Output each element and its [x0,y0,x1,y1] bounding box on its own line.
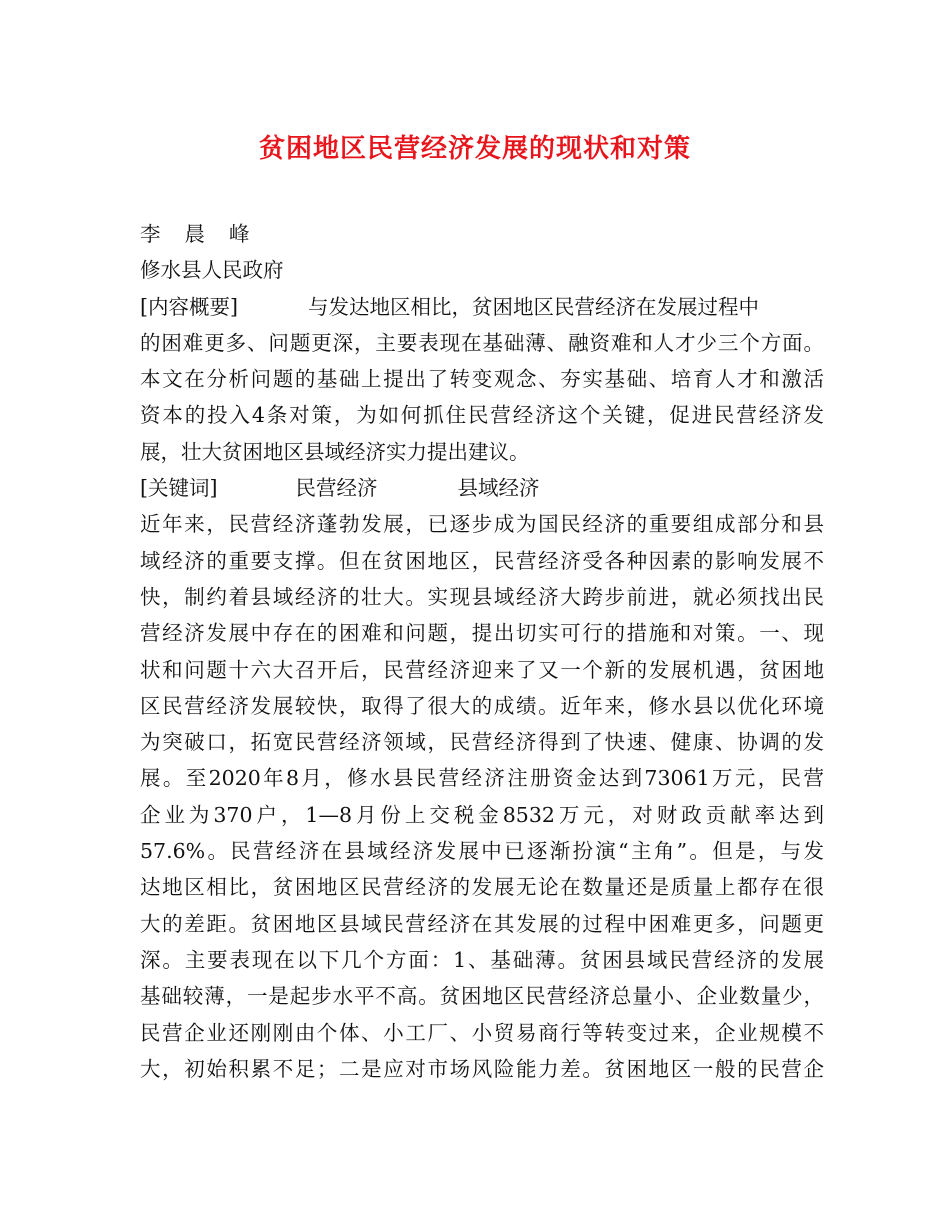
abstract-line: 本文在分析问题的基础上提出了转变观念、夯实基础、培育人才和激活 [140,367,824,392]
body-line: 深。主要表现在以下几个方面：1、基础薄。贫困县域民营经济的发展 [140,947,824,972]
body-line: 达地区相比，贫困地区民营经济的发展无论在数量还是质量上都存在很 [140,875,824,900]
body-line: 展。至2020年8月，修水县民营经济注册资金达到73061万元，民营 [140,766,824,791]
keywords-label: [关键词] [140,476,218,501]
keywords-line [140,470,824,506]
body-line: 状和问题十六大召开后，民营经济迎来了又一个新的发展机遇，贫困地 [140,657,824,682]
abstract-line: 展，壮大贫困地区县域经济实力提出建议。 [140,439,530,464]
body-line: 区民营经济发展较快，取得了很大的成绩。近年来，修水县以优化环境 [140,693,824,718]
body-line: 营经济发展中存在的困难和问题，提出切实可行的措施和对策。一、现 [140,621,824,646]
document-body [140,216,824,1087]
body-line: 域经济的重要支撑。但在贫困地区，民营经济受各种因素的影响发展不 [140,548,824,573]
abstract-line: 的困难更多、问题更深，主要表现在基础薄、融资难和人才少三个方面。 [140,330,824,355]
body-line: 近年来，民营经济蓬勃发展，已逐步成为国民经济的重要组成部分和县 [140,512,824,537]
body-line: 大的差距。贫困地区县域民营经济在其发展的过程中困难更多，问题更 [140,911,824,936]
body-line: 57.6%。民营经济在县域经济发展中已逐渐扮演“主角”。但是，与发 [140,839,824,864]
document-title: 贫困地区民营经济发展的现状和对策 [258,134,691,164]
body-line: 民营企业还刚刚由个体、小工厂、小贸易商行等转变过来，企业规模不 [140,1020,824,1045]
abstract-line: 资本的投入4条对策，为如何抓住民营经济这个关键，促进民营经济发 [140,403,824,428]
abstract-first-line [140,289,824,325]
body-line: 大，初始积累不足；二是应对市场风险能力差。贫困地区一般的民营企 [140,1056,824,1081]
abstract-label: [内容概要] [140,294,238,319]
affiliation: 修水县人民政府 [140,258,284,283]
body-line: 快，制约着县域经济的壮大。实现县域经济大跨步前进，就必须找出民 [140,584,824,609]
author-name: 李晨峰 [140,222,274,246]
body-line: 基础较薄，一是起步水平不高。贫困地区民营经济总量小、企业数量少， [140,984,824,1009]
body-line: 企业为370户，1—8月份上交税金8532万元，对财政贡献率达到 [140,802,824,827]
keyword: 县域经济 [457,476,540,501]
body-line: 为突破口，拓宽民营经济领域，民营经济得到了快速、健康、协调的发 [140,730,824,755]
abstract-line: 与发达地区相比，贫困地区民营经济在发展过程中 [308,294,759,319]
keyword: 民营经济 [295,476,378,501]
